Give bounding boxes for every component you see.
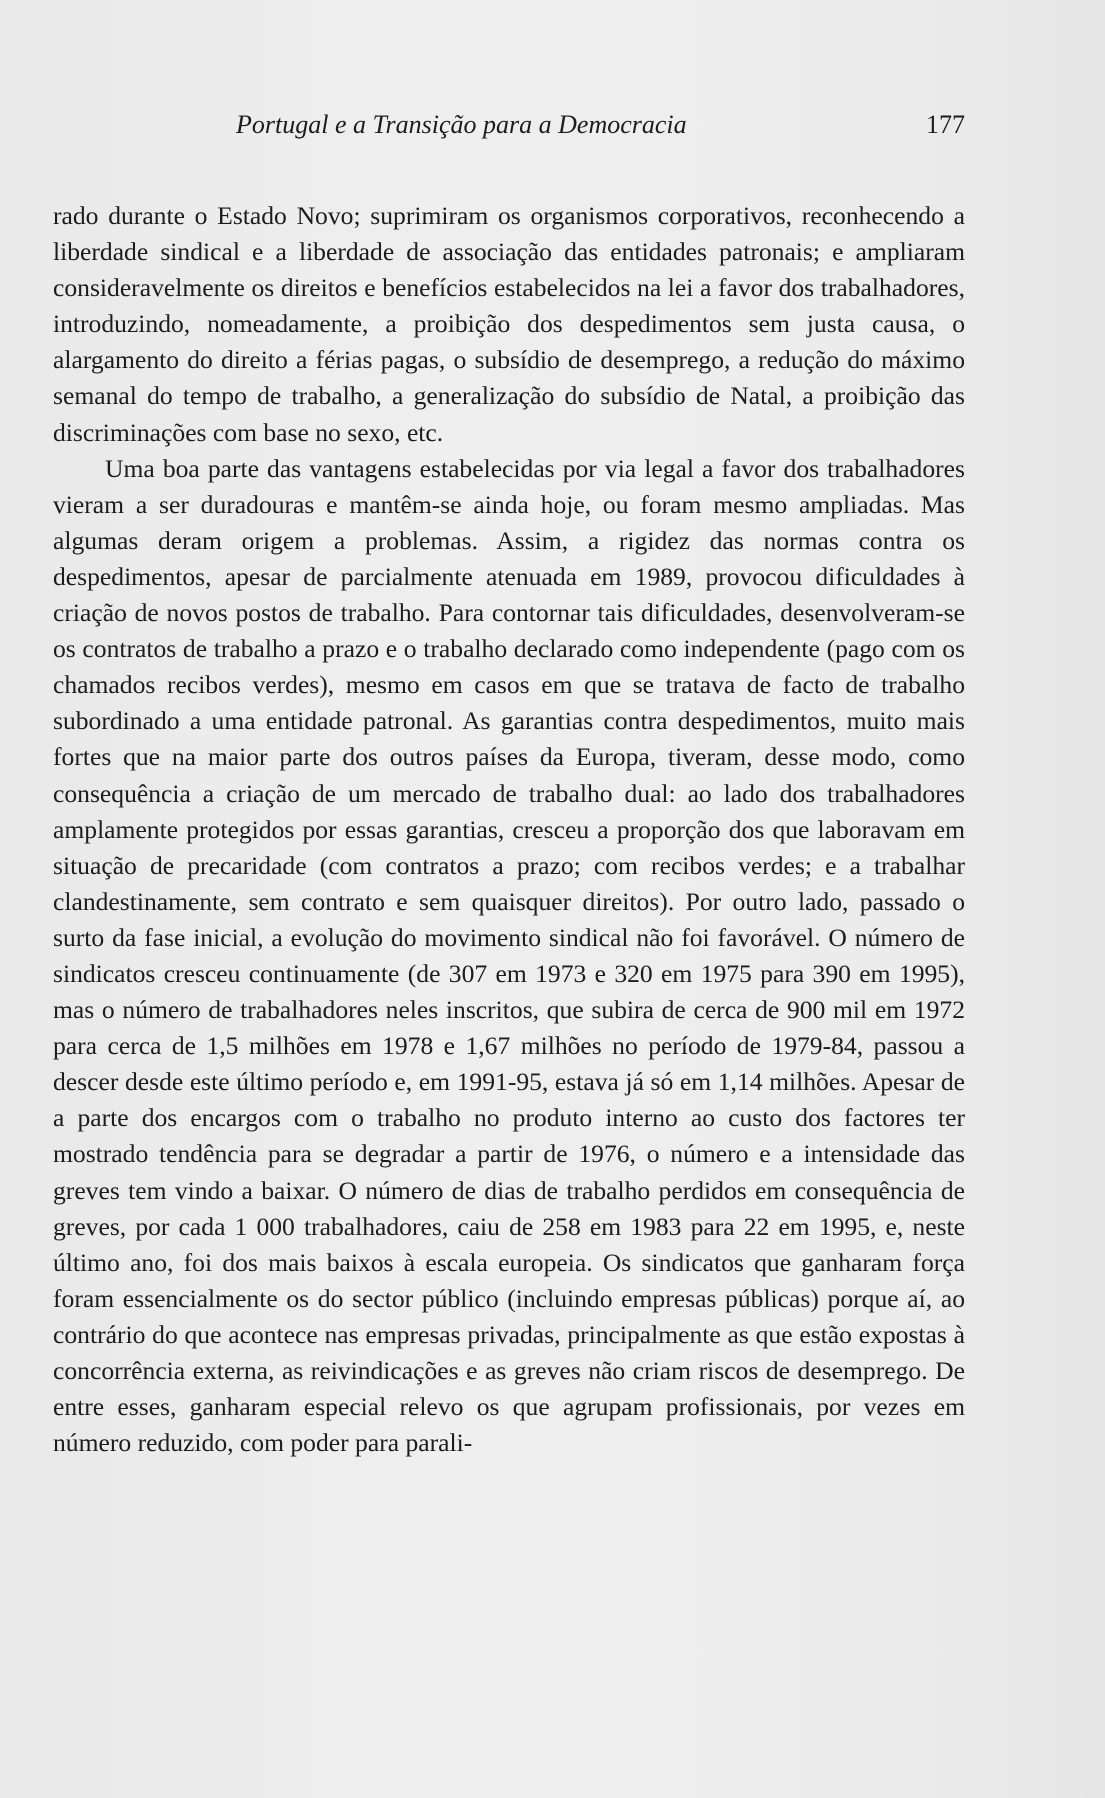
body-text — [53, 198, 965, 1461]
paragraph-continuation: rado durante o Estado Novo; suprimiram os organismos corporativos, reconhecendo a liberdade sindical e a liberdade de associação das entidades patronais; e ampliaram consideravelmente os direitos e benefícios estabelecidos na lei a favor dos trabalhadores, introduzindo, nomeadamente, a proibição dos despedimentos sem justa causa, o alargamento do direito a férias pagas, o subsídio de desemprego, a redução do máximo semanal do tempo de trabalho, a generalização do subsídio de Natal, a proibição das discriminações com base no sexo, etc. — [53, 201, 965, 447]
running-title: Portugal e a Transição para a Democracia — [236, 110, 687, 139]
page-number: 177 — [926, 110, 965, 139]
running-head — [53, 108, 965, 142]
paragraph: Uma boa parte das vantagens estabelecidas por via legal a favor dos trabalhadores vieram a ser duradouras e mantêm-se ainda hoje, ou foram mesmo ampliadas. Mas algumas deram origem a problemas. Assim, a rigidez das normas contra os despedimentos, apesar de parcialmente atenuada em 1989, provocou dificuldades à criação de novos postos de trabalho. Para contornar tais dificuldades, desenvolveram-se os contratos de trabalho a prazo e o trabalho declarado como independente (pago com os chamados recibos verdes), mesmo em casos em que se tratava de facto de trabalho subordinado a uma entidade patronal. As garantias contra despedimentos, muito mais fortes que na maior parte dos outros países da Europa, tiveram, desse modo, como consequência a criação de um mercado de trabalho dual: ao lado dos trabalhadores amplamente protegidos por essas garantias, cresceu a proporção dos que laboravam em situação de precaridade (com contratos a prazo; com recibos verdes; e a trabalhar clandestinamente, sem contrato e sem quaisquer direitos). Por outro lado, passado o surto da fase inicial, a evolução do movimento sindical não foi favorável. O número de sindicatos cresceu continuamente (de 307 em 1973 e 320 em 1975 para 390 em 1995), mas o número de trabalhadores neles inscritos, que subira de cerca de 900 mil em 1972 para cerca de 1,5 milhões em 1978 e 1,67 milhões no período de 1979-84, passou a descer desde este último período e, em 1991-95, estava já só em 1,14 milhões. Apesar de a parte dos encargos com o trabalho no produto interno ao custo dos factores ter mostrado tendência para se degradar a partir de 1976, o número e a intensidade das greves tem vindo a baixar. O número de dias de trabalho perdidos em consequência de greves, por cada 1 000 trabalhadores, caiu de 258 em 1983 para 22 em 1995, e, neste último ano, foi dos mais baixos à escala europeia. Os sindicatos que ganharam força foram essencialmente os do sector público (incluindo empresas públicas) porque aí, ao contrário do que acontece nas empresas privadas, principalmente as que estão expostas à concorrência externa, as reivindicações e as greves não criam riscos de desemprego. De entre esses, ganharam especial relevo os que agrupam profissionais, por vezes em número reduzido, com poder para parali- — [53, 453, 965, 1458]
